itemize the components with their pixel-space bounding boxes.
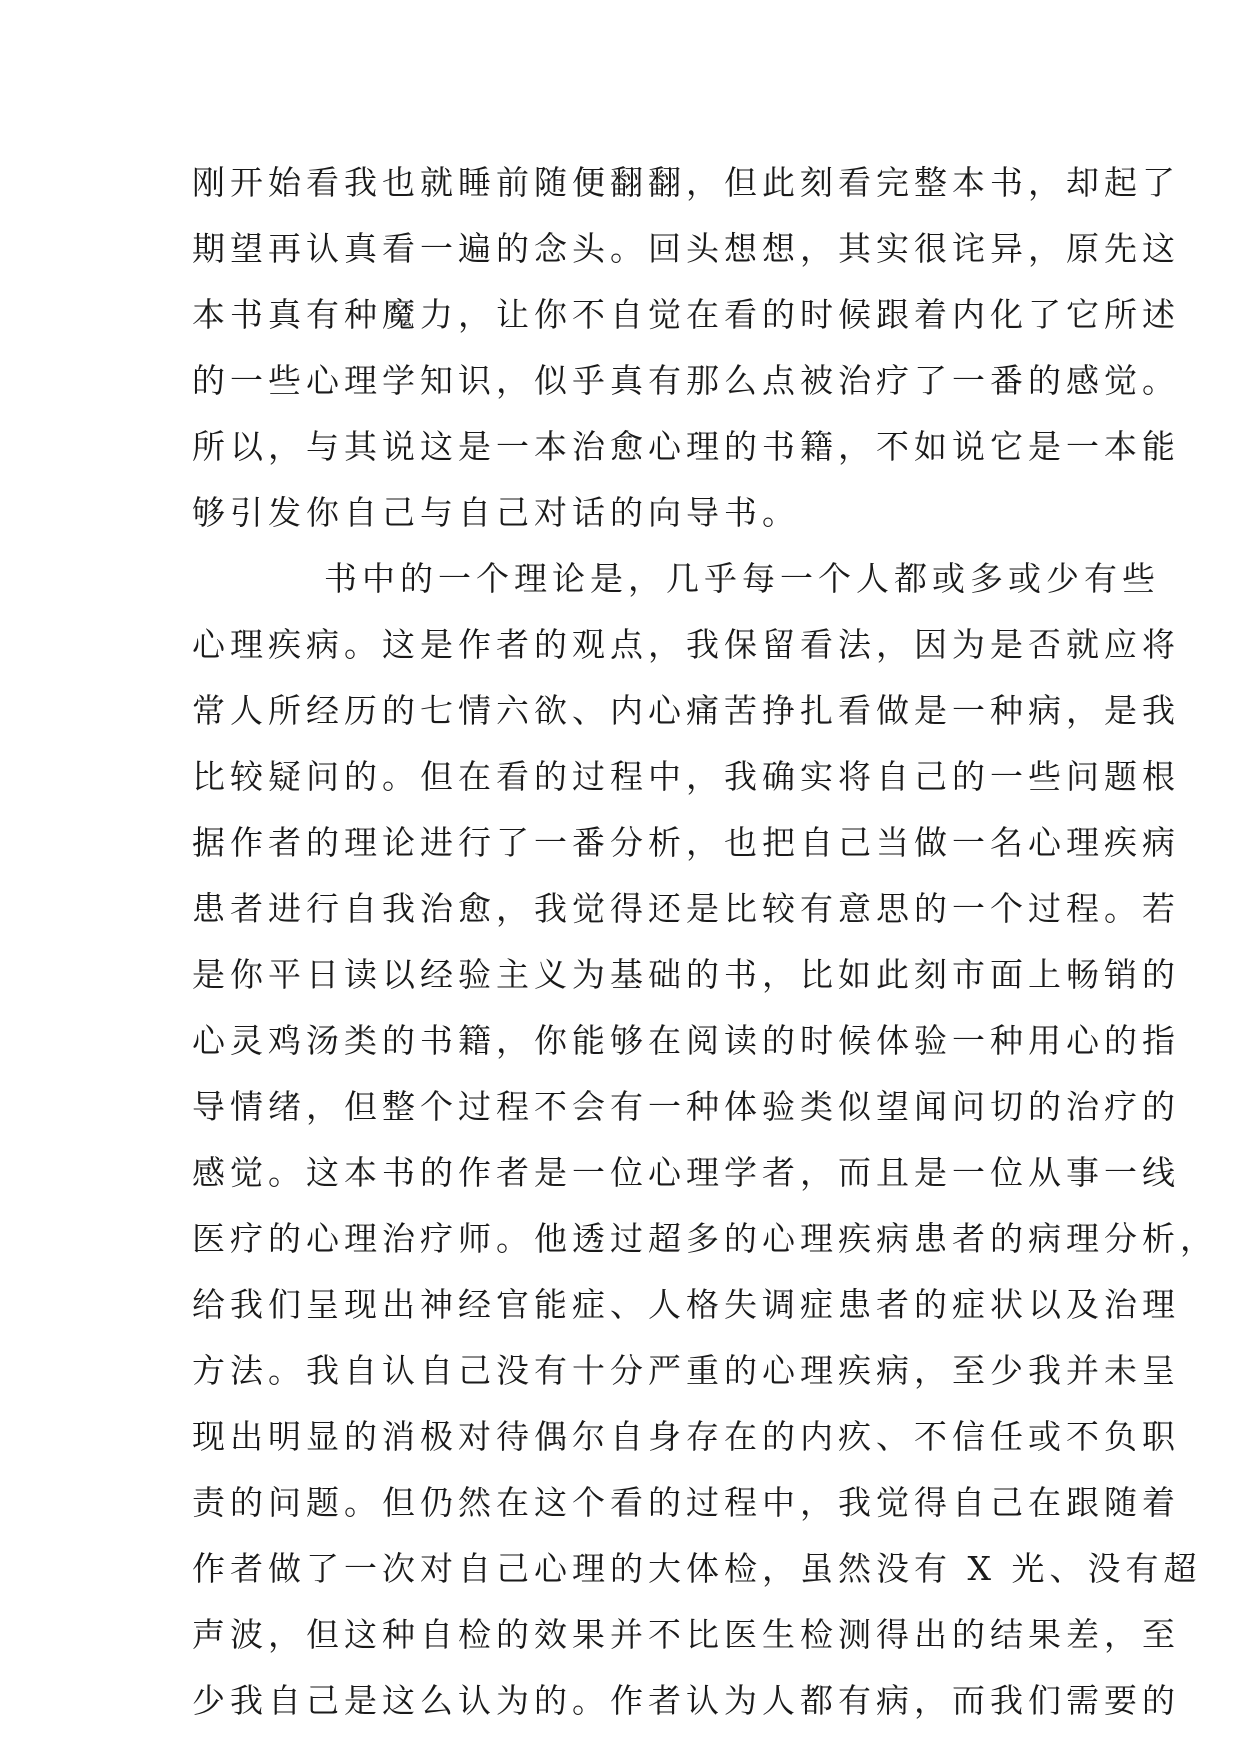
text-line: 现出明显的消极对待偶尔自身存在的内疚、不信任或不负职 (192, 1417, 1180, 1456)
text-line: 常人所经历的七情六欲、内心痛苦挣扎看做是一种病，是我 (192, 691, 1180, 730)
text-line: 声波，但这种自检的效果并不比医生检测得出的结果差，至 (192, 1615, 1180, 1654)
text-line: 据作者的理论进行了一番分析，也把自己当做一名心理疾病 (192, 823, 1180, 862)
text-line: 刚开始看我也就睡前随便翻翻，但此刻看完整本书，却起了 (192, 163, 1180, 202)
text-line: 作者做了一次对自己心理的大体检，虽然没有 X 光、没有超 (192, 1549, 1202, 1588)
text-line: 本书真有种魔力，让你不自觉在看的时候跟着内化了它所述 (192, 295, 1180, 334)
text-line: 心灵鸡汤类的书籍，你能够在阅读的时候体验一种用心的指 (192, 1021, 1180, 1060)
text-line: 医疗的心理治疗师。他透过超多的心理疾病患者的病理分析， (192, 1219, 1218, 1258)
text-line: 感觉。这本书的作者是一位心理学者，而且是一位从事一线 (192, 1153, 1180, 1192)
paragraph-first-line: 书中的一个理论是，几乎每一个人都或多或少有些 (324, 559, 1160, 598)
text-line: 期望再认真看一遍的念头。回头想想，其实很诧异，原先这 (192, 229, 1180, 268)
text-line: 患者进行自我治愈，我觉得还是比较有意思的一个过程。若 (192, 889, 1180, 928)
body-text (192, 150, 1218, 1734)
text-line: 少我自己是这么认为的。作者认为人都有病，而我们需要的 (192, 1681, 1180, 1720)
text-line: 导情绪，但整个过程不会有一种体验类似望闻问切的治疗的 (192, 1087, 1180, 1126)
text-line: 比较疑问的。但在看的过程中，我确实将自己的一些问题根 (192, 757, 1180, 796)
text-line: 的一些心理学知识，似乎真有那么点被治疗了一番的感觉。 (192, 361, 1180, 400)
text-line: 心理疾病。这是作者的观点，我保留看法，因为是否就应将 (192, 625, 1180, 664)
text-line: 给我们呈现出神经官能症、人格失调症患者的症状以及治理 (192, 1285, 1180, 1324)
text-line: 是你平日读以经验主义为基础的书，比如此刻市面上畅销的 (192, 955, 1180, 994)
text-line: 够引发你自己与自己对话的向导书。 (192, 493, 800, 532)
text-line: 责的问题。但仍然在这个看的过程中，我觉得自己在跟随着 (192, 1483, 1180, 1522)
text-line: 方法。我自认自己没有十分严重的心理疾病，至少我并未呈 (192, 1351, 1180, 1390)
text-line: 所以，与其说这是一本治愈心理的书籍，不如说它是一本能 (192, 427, 1180, 466)
